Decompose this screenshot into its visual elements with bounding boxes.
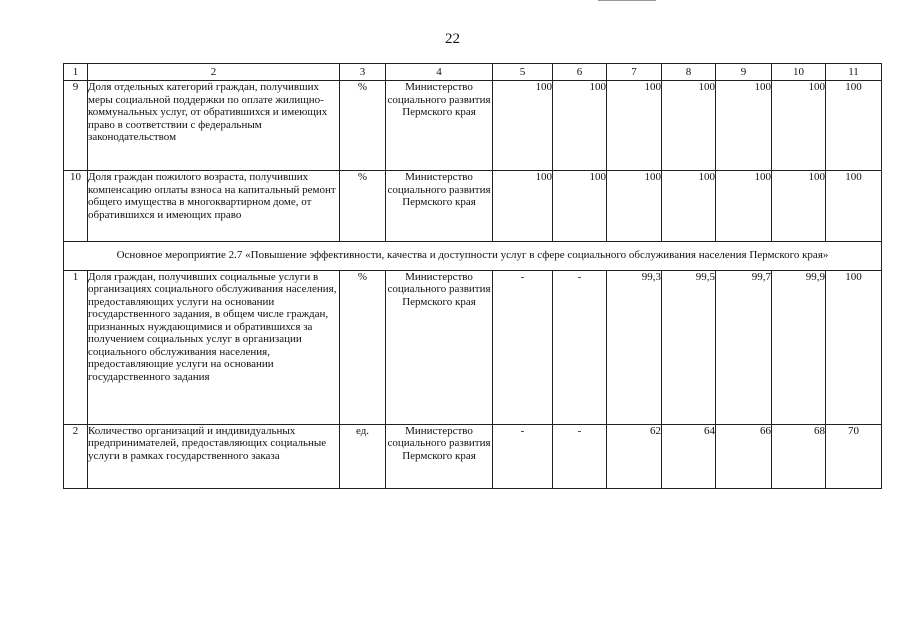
section-row [64,242,882,271]
header-cell: 2 [88,64,340,81]
value-cell: 100 [772,81,826,171]
value-cell: 100 [772,171,826,242]
value-cell: - [553,270,607,424]
table-row [64,171,882,242]
header-cell: 8 [662,64,716,81]
value-cell: 66 [716,424,772,488]
value-cell: - [493,424,553,488]
table-row [64,270,882,424]
value-cell: 100 [607,171,662,242]
value-cell: 99,3 [607,270,662,424]
row-number: 2 [64,424,88,488]
value-cell: 64 [662,424,716,488]
value-cell: - [553,424,607,488]
page-number: 22 [445,31,460,47]
value-cell: 100 [826,270,882,424]
header-cell: 11 [826,64,882,81]
value-cell: 100 [493,171,553,242]
header-cell: 10 [772,64,826,81]
section-title: Основное мероприятие 2.7 «Повышение эффективности, качества и доступности услуг в сфере социального обслуживания населения Пермского края» [64,242,882,271]
value-cell: 100 [493,81,553,171]
responsible-cell: Министерство социального развития Пермского края [386,424,493,488]
header-cell: 9 [716,64,772,81]
unit-cell: ед. [340,424,386,488]
value-cell: 70 [826,424,882,488]
value-cell: 100 [716,81,772,171]
header-row [64,64,882,81]
header-cell: 7 [607,64,662,81]
value-cell: 99,7 [716,270,772,424]
value-cell: 99,5 [662,270,716,424]
top-rule [598,0,656,1]
value-cell: - [493,270,553,424]
header-cell: 1 [64,64,88,81]
indicator-name: Количество организаций и индивидуальных предпринимателей, предоставляющих социальные услуги в рамках государственного заказа [88,424,340,488]
table-row [64,81,882,171]
header-cell: 4 [386,64,493,81]
indicator-name: Доля граждан, получивших социальные услуги в организациях социального обслуживания населения, предоставляющих услуги на основании государственного задания, в общем числе граждан, признанных нуждающимися и обратившихся за получением социальных услуг в организации социального обслуживания населения, предоставляющие услуги на основании государственного задания [88,270,340,424]
table-row [64,424,882,488]
indicator-name: Доля отдельных категорий граждан, получивших меры социальной поддержки по оплате жилищно-коммунальных услуг, от обратившихся и имеющих право в соответствии с федеральным законодательством [88,81,340,171]
value-cell: 100 [662,81,716,171]
unit-cell: % [340,81,386,171]
row-number: 1 [64,270,88,424]
responsible-cell: Министерство социального развития Пермского края [386,270,493,424]
value-cell: 100 [553,171,607,242]
unit-cell: % [340,270,386,424]
header-cell: 5 [493,64,553,81]
row-number: 9 [64,81,88,171]
header-cell: 6 [553,64,607,81]
value-cell: 100 [716,171,772,242]
value-cell: 68 [772,424,826,488]
value-cell: 100 [826,81,882,171]
value-cell: 100 [607,81,662,171]
value-cell: 100 [826,171,882,242]
value-cell: 100 [662,171,716,242]
responsible-cell: Министерство социального развития Пермского края [386,81,493,171]
row-number: 10 [64,171,88,242]
header-cell: 3 [340,64,386,81]
value-cell: 100 [553,81,607,171]
value-cell: 62 [607,424,662,488]
unit-cell: % [340,171,386,242]
responsible-cell: Министерство социального развития Пермского края [386,171,493,242]
indicators-table [63,63,882,489]
indicator-name: Доля граждан пожилого возраста, получивших компенсацию оплаты взноса на капитальный ремонт общего имущества в многоквартирном доме, от обратившихся и имеющих право [88,171,340,242]
value-cell: 99,9 [772,270,826,424]
